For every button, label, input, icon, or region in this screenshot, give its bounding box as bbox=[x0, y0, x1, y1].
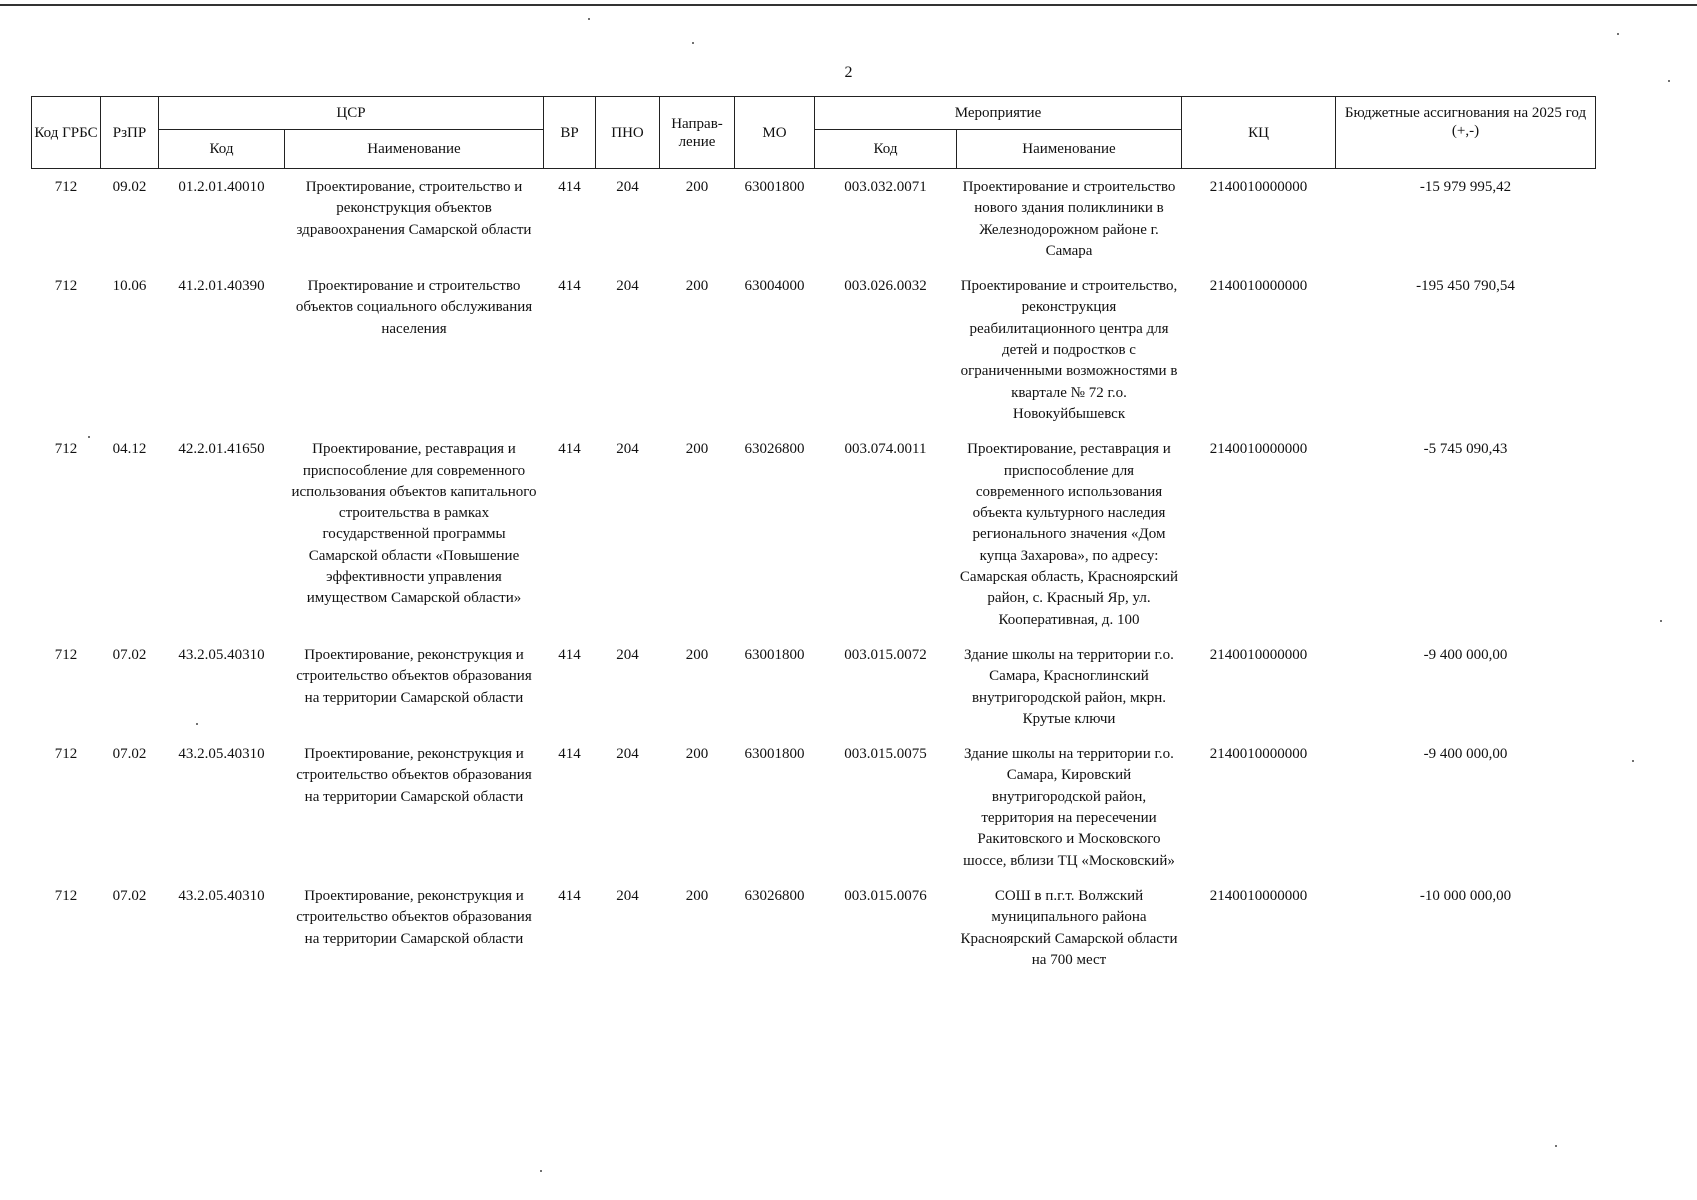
cell-grbs: 712 bbox=[54, 746, 78, 763]
table-row bbox=[32, 744, 1596, 886]
cell-rzpr: 07.02 bbox=[112, 646, 147, 663]
table-body bbox=[32, 169, 1596, 986]
header-vr: ВР bbox=[544, 97, 596, 169]
scan-speck bbox=[588, 18, 590, 20]
cell-mo: 63026800 bbox=[744, 887, 805, 904]
cell-pno: 204 bbox=[616, 278, 639, 295]
cell-grbs: 712 bbox=[54, 441, 78, 458]
scan-speck bbox=[540, 1170, 542, 1172]
table-row bbox=[32, 645, 1596, 744]
cell-event-code: 003.026.0032 bbox=[844, 278, 927, 295]
cell-vr: 414 bbox=[558, 646, 581, 663]
header-event-name: Наименование bbox=[957, 130, 1182, 169]
cell-direction: 200 bbox=[685, 278, 709, 295]
cell-mo: 63004000 bbox=[744, 278, 805, 295]
scan-speck bbox=[1660, 620, 1662, 622]
cell-kc: 2140010000000 bbox=[1209, 179, 1308, 195]
cell-grbs: 712 bbox=[54, 887, 78, 904]
cell-csr-name: Проектирование, строительство и реконструкция объектов здравоохранения Самарской области bbox=[296, 179, 532, 238]
cell-event-name: СОШ в п.г.т. Волжский муниципального района Красноярский Самарской области на 700 мест bbox=[960, 887, 1178, 968]
cell-event-name: Проектирование и строительство нового здания поликлиники в Железнодорожном районе г. Самара bbox=[962, 179, 1176, 259]
cell-csr-name: Проектирование и строительство объектов социального обслуживания населения bbox=[295, 278, 533, 337]
cell-vr: 414 bbox=[558, 179, 581, 195]
cell-mo: 63026800 bbox=[744, 441, 805, 458]
header-csr: ЦСР bbox=[159, 97, 544, 130]
cell-budget: -15 979 995,42 bbox=[1419, 179, 1512, 195]
cell-direction: 200 bbox=[685, 887, 709, 904]
cell-rzpr: 07.02 bbox=[112, 746, 147, 763]
cell-budget: -10 000 000,00 bbox=[1419, 887, 1512, 904]
header-csr-code: Код bbox=[159, 130, 285, 169]
scan-speck bbox=[1668, 80, 1670, 82]
header-kc: КЦ bbox=[1182, 97, 1336, 169]
header-pno: ПНО bbox=[596, 97, 660, 169]
cell-pno: 204 bbox=[616, 646, 639, 663]
cell-event-name: Проектирование, реставрация и приспособление для современного использования объекта культурного наследия регионального значения «Дом купца Захарова», по адресу: Самарская область, Красноярский район, с. Красный Яр, ул. Кооперативная, д. 100 bbox=[959, 441, 1179, 628]
cell-csr-code: 41.2.01.40390 bbox=[178, 278, 265, 295]
cell-pno: 204 bbox=[616, 887, 639, 904]
cell-csr-name: Проектирование, реконструкция и строительство объектов образования на территории Самарской области bbox=[296, 646, 532, 706]
cell-direction: 200 bbox=[685, 746, 709, 763]
cell-pno: 204 bbox=[616, 441, 639, 458]
cell-pno: 204 bbox=[616, 179, 639, 195]
header-rzpr: РзПР bbox=[101, 97, 159, 169]
cell-direction: 200 bbox=[685, 646, 709, 663]
top-border-line bbox=[0, 4, 1697, 6]
header-event-code: Код bbox=[815, 130, 957, 169]
cell-grbs: 712 bbox=[54, 646, 78, 663]
table-row bbox=[32, 276, 1596, 439]
cell-vr: 414 bbox=[558, 746, 581, 763]
cell-kc: 2140010000000 bbox=[1209, 746, 1308, 763]
cell-kc: 2140010000000 bbox=[1209, 646, 1308, 663]
cell-csr-code: 43.2.05.40310 bbox=[178, 746, 265, 763]
budget-table bbox=[31, 96, 1596, 985]
cell-budget: -9 400 000,00 bbox=[1423, 646, 1508, 663]
cell-csr-name: Проектирование, реставрация и приспособление для современного использования объектов капитального строительства в рамках государственной программы Самарской области «Повышение эффективности управления имуществом Самарской области» bbox=[291, 441, 537, 607]
scan-speck bbox=[1632, 760, 1634, 762]
header-direction: Направ-ление bbox=[660, 97, 735, 169]
scan-speck bbox=[692, 42, 694, 44]
cell-budget: -5 745 090,43 bbox=[1423, 441, 1508, 458]
cell-kc: 2140010000000 bbox=[1209, 887, 1308, 904]
header-event: Мероприятие bbox=[815, 97, 1182, 130]
table-header bbox=[32, 97, 1596, 169]
cell-kc: 2140010000000 bbox=[1209, 278, 1308, 295]
cell-event-code: 003.074.0011 bbox=[844, 441, 927, 458]
cell-event-code: 003.015.0072 bbox=[844, 646, 927, 663]
cell-event-name: Здание школы на территории г.о. Самара, Красноглинский внутригородской район, мкрн. Крутые ключи bbox=[964, 646, 1174, 727]
cell-direction: 200 bbox=[685, 441, 709, 458]
cell-event-name: Здание школы на территории г.о. Самара, Кировский внутригородской район, территория на пересечении Ракитовского и Московского шоссе, вблизи ТЦ «Московский» bbox=[963, 746, 1175, 869]
cell-grbs: 712 bbox=[54, 278, 78, 295]
header-csr-name: Наименование bbox=[285, 130, 544, 169]
cell-event-name: Проектирование и строительство, реконструкция реабилитационного центра для детей и подростков с ограниченными возможностями в квартале № 72 г.о. Новокуйбышевск bbox=[960, 278, 1178, 422]
cell-event-code: 003.015.0076 bbox=[844, 887, 927, 904]
cell-budget: -9 400 000,00 bbox=[1423, 746, 1508, 763]
cell-csr-code: 42.2.01.41650 bbox=[178, 441, 265, 458]
cell-event-code: 003.015.0075 bbox=[844, 746, 927, 763]
cell-csr-code: 43.2.05.40310 bbox=[178, 646, 265, 663]
cell-rzpr: 09.02 bbox=[112, 179, 147, 195]
cell-mo: 63001800 bbox=[744, 646, 805, 663]
scan-speck bbox=[1555, 1145, 1557, 1147]
cell-rzpr: 10.06 bbox=[112, 278, 147, 295]
table-row bbox=[32, 886, 1596, 985]
header-grbs: Код ГРБС bbox=[32, 97, 101, 169]
table-row bbox=[32, 439, 1596, 645]
cell-vr: 414 bbox=[558, 887, 581, 904]
cell-csr-name: Проектирование, реконструкция и строительство объектов образования на территории Самарской области bbox=[296, 746, 532, 805]
header-budget: Бюджетные ассигнования на 2025 год (+,-) bbox=[1336, 97, 1596, 169]
scan-speck bbox=[196, 723, 198, 725]
page-number: 2 bbox=[844, 64, 853, 81]
cell-csr-code: 43.2.05.40310 bbox=[178, 887, 265, 904]
scan-speck bbox=[88, 436, 90, 438]
cell-kc: 2140010000000 bbox=[1209, 441, 1308, 458]
cell-mo: 63001800 bbox=[744, 746, 805, 763]
cell-grbs: 712 bbox=[54, 179, 78, 195]
table-row bbox=[32, 169, 1596, 277]
cell-csr-code: 01.2.01.40010 bbox=[178, 179, 265, 195]
cell-pno: 204 bbox=[616, 746, 639, 763]
cell-csr-name: Проектирование, реконструкция и строительство объектов образования на территории Самарской области bbox=[296, 887, 532, 947]
cell-vr: 414 bbox=[558, 278, 581, 295]
header-mo: МО bbox=[735, 97, 815, 169]
cell-vr: 414 bbox=[558, 441, 581, 458]
cell-rzpr: 04.12 bbox=[112, 441, 147, 458]
cell-mo: 63001800 bbox=[744, 179, 805, 195]
cell-budget: -195 450 790,54 bbox=[1416, 278, 1515, 295]
cell-event-code: 003.032.0071 bbox=[844, 179, 927, 195]
cell-rzpr: 07.02 bbox=[112, 887, 147, 904]
cell-direction: 200 bbox=[685, 179, 709, 195]
scan-speck bbox=[1617, 33, 1619, 35]
